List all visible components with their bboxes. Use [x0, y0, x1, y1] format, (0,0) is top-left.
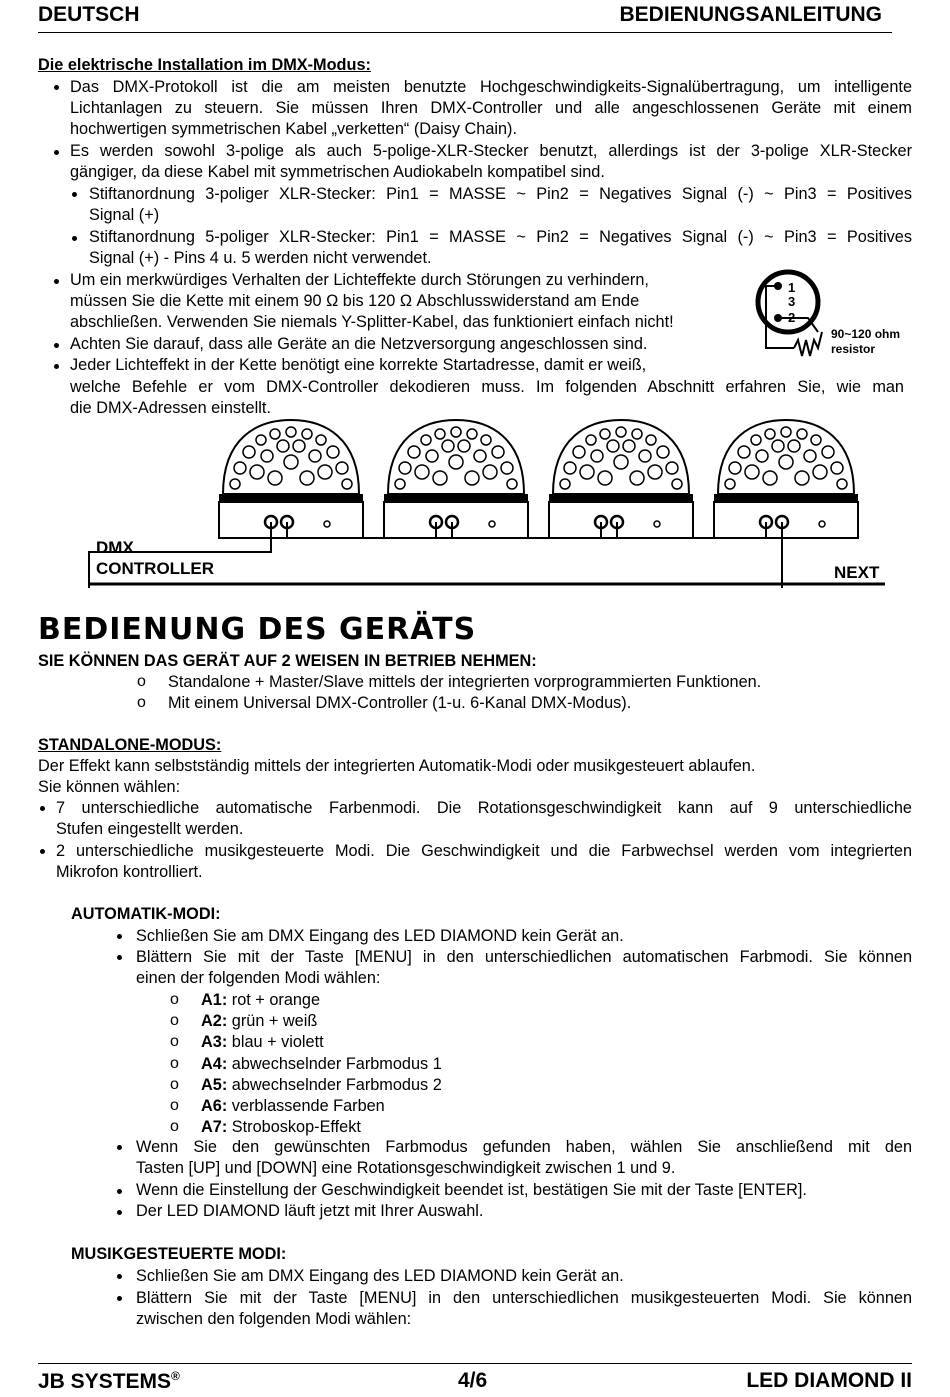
- circle-bullet: o: [170, 1097, 179, 1114]
- bullet: [117, 955, 122, 960]
- operation-mode-1: Standalone + Master/Slave mittels der integrierten vorprogrammierten Funktionen.: [168, 673, 762, 691]
- auto-mode-item: [201, 1032, 324, 1053]
- dmx-heading: Die elektrische Installation im DMX-Modus:: [38, 56, 371, 74]
- pin2-label: 2: [788, 310, 796, 325]
- footer-product: LED DIAMOND II: [746, 1369, 912, 1392]
- circle-bullet: o: [170, 991, 179, 1008]
- dmx-p4-line1: Stiftanordnung 5-poliger XLR-Stecker: Pin1 = MASSE ~ Pin2 = Negatives Signal (-) ~ Pin3 = Positives: [89, 228, 912, 246]
- bullet: [54, 364, 59, 369]
- bullet: [40, 806, 45, 811]
- dmx-p7-line3: die DMX-Adressen einstellt.: [70, 399, 271, 417]
- pin3-label: 3: [788, 294, 796, 309]
- auto-mode-text: verblassende Farben: [231, 1097, 385, 1115]
- dmx-controller-label-2: CONTROLLER: [96, 559, 215, 578]
- auto-mode-text: Stroboskop-Effekt: [231, 1118, 361, 1137]
- music-b2-line2: zwischen den folgenden Modi wählen:: [136, 1310, 412, 1328]
- bullet: [54, 343, 59, 348]
- auto-mode-code: A2:: [201, 1012, 228, 1031]
- dmx-p5-line3: abschließen. Verwenden Sie niemals Y-Splitter-Kabel, das funktioniert einfach nicht!: [70, 313, 674, 331]
- dmx-p7-line2: welche Befehle er vom DMX-Controller dekodieren muss. Im folgenden Abschnitt erfahren Sie, wie man: [70, 378, 904, 396]
- standalone-b2-line1: 2 unterschiedliche musikgesteuerte Modi. Die Geschwindigkeit und die Farbwechsel werden vom integrierten: [56, 842, 912, 860]
- auto-mode-text: blau + violett: [231, 1033, 324, 1052]
- auto-b4: Wenn die Einstellung der Geschwindigkeit beendet ist, bestätigen Sie mit der Taste [ENTER].: [136, 1181, 807, 1199]
- bullet: [40, 849, 45, 854]
- auto-b1: Schließen Sie am DMX Eingang des LED DIAMOND kein Gerät an.: [136, 927, 624, 945]
- dmx-p3-line2: Signal (+): [89, 206, 160, 224]
- dmx-p5-line1: Um ein merkwürdiges Verhalten der Lichteffekte durch Störungen zu verhindern,: [70, 271, 649, 289]
- bullet: [54, 85, 59, 90]
- dmx-p2-line1: Es werden sowohl 3-polige als auch 5-polige-XLR-Stecker benutzt, allerdings ist der 3-polige XLR-Stecker: [70, 142, 912, 160]
- bullet: [117, 1210, 122, 1215]
- circle-bullet: o: [170, 1012, 179, 1030]
- auto-b2-line1: Blättern Sie mit der Taste [MENU] in den unterschiedlichen automatischen Farbmodi. Sie können: [136, 948, 912, 966]
- auto-b5: Der LED DIAMOND läuft jetzt mit Ihrer Auswahl.: [136, 1202, 484, 1220]
- auto-mode-code: A6:: [201, 1097, 228, 1115]
- auto-mode-text: abwechselnder Farbmodus 2: [231, 1075, 442, 1094]
- circle-bullet: o: [137, 694, 146, 711]
- operation-subtitle: SIE KÖNNEN DAS GERÄT AUF 2 WEISEN IN BETRIEB NEHMEN:: [38, 652, 537, 670]
- standalone-b1-line2: Stufen eingestellt werden.: [56, 820, 244, 838]
- resistor-label-1: 90~120 ohm: [831, 327, 901, 341]
- auto-mode-item: [201, 1075, 442, 1096]
- auto-mode-code: A7:: [201, 1118, 228, 1137]
- dmx-p4-line2: Signal (+) - Pins 4 u. 5 werden nicht verwendet.: [89, 249, 432, 267]
- dmx-p1-line2: Lichtanlagen zu steuern. Sie müssen Ihren DMX-Controller und alle angeschlossenen Geräte mit einem: [70, 99, 912, 117]
- bullet: [117, 1274, 122, 1279]
- auto-mode-item: [201, 1096, 385, 1117]
- resistor-symbol: [794, 332, 822, 356]
- dmx-p6-line1: Achten Sie darauf, dass alle Geräte an die Netzversorgung angeschlossen sind.: [70, 335, 648, 353]
- dmx-p3-line1: Stiftanordnung 3-poliger XLR-Stecker: Pin1 = MASSE ~ Pin2 = Negatives Signal (-) ~ Pin3 = Positives: [89, 185, 912, 203]
- music-heading: MUSIKGESTEUERTE MODI:: [71, 1245, 287, 1263]
- bullet: [54, 150, 59, 155]
- standalone-b2-line2: Mikrofon kontrolliert.: [56, 863, 203, 881]
- auto-mode-text: abwechselnder Farbmodus 1: [231, 1054, 442, 1073]
- music-b1: Schließen Sie am DMX Eingang des LED DIAMOND kein Gerät an.: [136, 1267, 624, 1285]
- bullet: [54, 279, 59, 284]
- auto-mode-item: [201, 1054, 442, 1075]
- auto-mode-code: A5:: [201, 1075, 228, 1094]
- circle-bullet: o: [137, 673, 146, 690]
- standalone-b1-line1: 7 unterschiedliche automatische Farbenmodi. Die Rotationsgeschwindigkeit kann auf 9 unterschiedliche: [56, 799, 912, 817]
- circle-bullet: o: [170, 1033, 179, 1051]
- auto-b3-line2: Tasten [UP] und [DOWN] eine Rotationsgeschwindigkeit zwischen 1 und 9.: [136, 1159, 676, 1177]
- bullet: [72, 236, 77, 241]
- operation-mode-2: Mit einem Universal DMX-Controller (1-u. 6-Kanal DMX-Modus).: [168, 694, 632, 712]
- dmx-chain-illustration: [88, 412, 893, 588]
- auto-mode-code: A1:: [201, 991, 228, 1009]
- dmx-p7-line1: Jeder Lichteffekt in der Kette benötigt eine korrekte Startadresse, damit er weiß,: [70, 356, 647, 374]
- circle-bullet: o: [170, 1054, 179, 1072]
- xlr-resistor-diagram: [752, 268, 922, 360]
- brand-name: JB SYSTEMS: [38, 1370, 172, 1393]
- auto-mode-item: [201, 990, 320, 1011]
- auto-mode-item: [201, 1117, 361, 1138]
- circle-bullet: o: [170, 1075, 179, 1093]
- page-header: [38, 2, 892, 33]
- auto-mode-item: [201, 1011, 317, 1032]
- header-title: BEDIENUNGSANLEITUNG: [619, 3, 882, 26]
- dmx-p5-line2: müssen Sie die Kette mit einem 90 Ω bis 120 Ω Abschlusswiderstand am Ende: [70, 292, 640, 310]
- page-number: 4/6: [458, 1369, 488, 1392]
- auto-mode-text: rot + orange: [231, 991, 321, 1009]
- dmx-p1-line3: hochwertigen symmetrischen Kabel „verketten“ (Daisy Chain).: [70, 120, 518, 138]
- dmx-controller-label-1: DMX: [96, 538, 134, 557]
- auto-mode-code: A3:: [201, 1033, 228, 1052]
- operation-title: BEDIENUNG DES GERÄTS: [38, 612, 477, 647]
- auto-b2-line2: einen der folgenden Modi wählen:: [136, 969, 381, 987]
- dmx-p2-line2: gängiger, da diese Kabel mit symmetrischen Audiokabeln kompatibel sind.: [70, 163, 605, 181]
- music-b2-line1: Blättern Sie mit der Taste [MENU] in den unterschiedlichen musikgesteuerten Modi. Sie können: [136, 1289, 912, 1307]
- standalone-line1: Der Effekt kann selbstständig mittels der integrierten Automatik-Modi oder musikgesteuert ablaufen.: [38, 757, 756, 775]
- next-label: NEXT: [834, 563, 880, 582]
- auto-b3-line1: Wenn Sie den gewünschten Farbmodus gefunden haben, wählen Sie anschließend mit den: [136, 1138, 912, 1156]
- bullet: [117, 934, 122, 939]
- auto-mode-text: grün + weiß: [231, 1012, 318, 1031]
- auto-mode-code: A4:: [201, 1054, 228, 1073]
- header-language: DEUTSCH: [38, 3, 140, 26]
- registered-mark: ®: [171, 1369, 180, 1383]
- bullet: [117, 1296, 122, 1301]
- resistor-label-2: resistor: [831, 342, 876, 356]
- page-footer: [38, 1363, 912, 1396]
- dmx-p1-line1: Das DMX-Protokoll ist die am meisten benutzte Hochgeschwindigkeits-Signalübertragung, um intelligente: [70, 78, 912, 96]
- auto-heading: AUTOMATIK-MODI:: [71, 905, 221, 923]
- bullet: [72, 192, 77, 197]
- footer-brand: [38, 1369, 180, 1394]
- bullet: [117, 1189, 122, 1194]
- standalone-line2: Sie können wählen:: [38, 778, 181, 796]
- bullet: [117, 1145, 122, 1150]
- pin1-label: 1: [788, 280, 796, 295]
- standalone-heading: STANDALONE-MODUS:: [38, 736, 222, 754]
- circle-bullet: o: [170, 1118, 179, 1136]
